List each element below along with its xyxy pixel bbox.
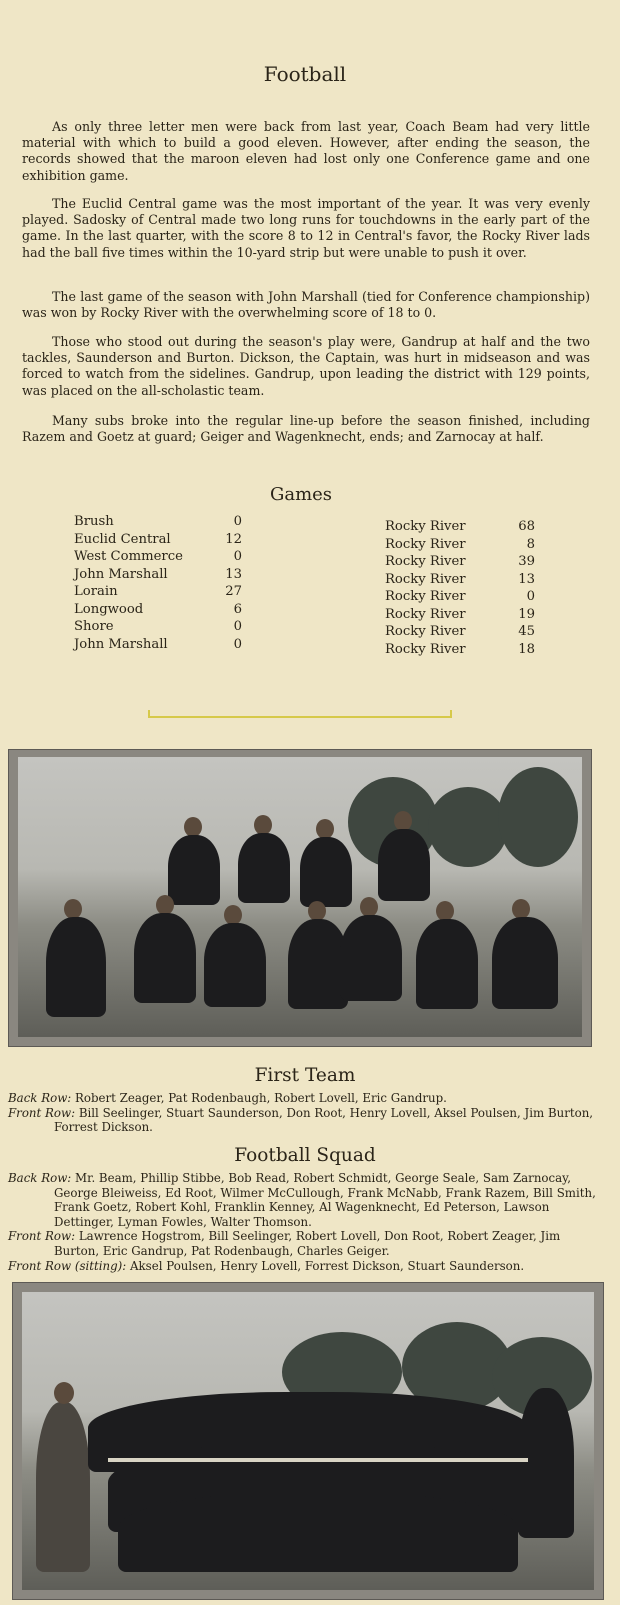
- player-head: [156, 895, 174, 915]
- opponent-name: Lorain: [74, 584, 118, 599]
- game-row: [385, 536, 535, 554]
- squad-back-row: [8, 1171, 606, 1229]
- article-title: Football: [263, 62, 347, 86]
- paragraph-1: As only three letter men were back from last year, Coach Beam had very little material with which to build a good eleven. However, after ending the season, the records showed that the maroon eleven had lost only one Conference game and one exhibition game.: [22, 119, 590, 183]
- team-score: 18: [518, 641, 535, 657]
- player: [204, 923, 266, 1007]
- team-name: Rocky River: [385, 536, 466, 552]
- player-head: [308, 901, 326, 921]
- player: [168, 835, 220, 905]
- opponent-score: 6: [233, 601, 242, 617]
- paragraph-3: The last game of the season with John Marshall (tied for Conference championship) was won by Rocky River with the overwhelming score of 18 to 0.: [22, 289, 590, 321]
- team-name: Rocky River: [385, 606, 466, 622]
- game-row: [74, 636, 242, 654]
- games-title: Games: [269, 484, 333, 505]
- team-name: Rocky River: [385, 589, 466, 604]
- row-names: Bill Seelinger, Stuart Saunderson, Don Root, Henry Lovell, Aksel Poulsen, Jim Burton, Forrest Dickson.: [54, 1105, 594, 1135]
- opponent-name: Euclid Central: [74, 531, 171, 547]
- row-names: Lawrence Hogstrom, Bill Seelinger, Robert Lovell, Don Root, Robert Zeager, Jim Burton, Eric Gandrup, Pat Rodenbaugh, Charles Geiger.: [54, 1229, 561, 1258]
- jersey-stripe: [108, 1458, 528, 1462]
- first-team-caption: [8, 1091, 606, 1135]
- first-team-photo-frame: [8, 749, 592, 1047]
- squad-front-row: [8, 1229, 606, 1258]
- row-label: Front Row:: [8, 1229, 76, 1244]
- opponent-score: 13: [225, 566, 242, 582]
- opponent-name: West Commerce: [74, 549, 183, 564]
- team-name: Rocky River: [385, 519, 466, 534]
- player-head: [64, 899, 82, 919]
- team-score: 19: [518, 606, 535, 622]
- team-score: 68: [518, 519, 535, 534]
- first-team-back-row: [8, 1091, 606, 1106]
- squad-front-row-players: [118, 1492, 518, 1572]
- player-head: [360, 897, 378, 917]
- player: [288, 919, 348, 1009]
- player-head: [184, 817, 202, 837]
- game-row: [385, 588, 535, 606]
- squad-photo-frame: [12, 1282, 604, 1600]
- team-name: Rocky River: [385, 571, 466, 587]
- game-row: [385, 641, 535, 659]
- game-row: [74, 531, 242, 549]
- game-row: [385, 571, 535, 589]
- team-name: Rocky River: [385, 641, 466, 657]
- game-row: [74, 513, 242, 531]
- first-team-heading: First Team: [254, 1065, 356, 1086]
- squad-sitting-row: [8, 1259, 606, 1274]
- row-label: Front Row:: [8, 1105, 76, 1120]
- player-head: [316, 819, 334, 839]
- games-opponents-column: [74, 513, 242, 653]
- opponent-name: John Marshall: [74, 566, 168, 582]
- opponent-name: Brush: [74, 514, 114, 529]
- squad-caption: [8, 1171, 606, 1273]
- game-row: [74, 566, 242, 584]
- opponent-name: Shore: [74, 619, 114, 634]
- player-head: [436, 901, 454, 921]
- game-row: [74, 601, 242, 619]
- team-score: 13: [518, 571, 535, 587]
- row-label: Back Row:: [8, 1091, 72, 1105]
- opponent-score: 0: [233, 514, 242, 529]
- game-row: [385, 623, 535, 641]
- team-score: 0: [526, 589, 535, 604]
- player: [340, 915, 402, 1001]
- paragraph-5: Many subs broke into the regular line-up before the season finished, including Razem and Goetz at guard; Geiger and Wagenknecht, ends; and Zarnocay at half.: [22, 413, 590, 445]
- opponent-name: Longwood: [74, 601, 144, 617]
- coach: [36, 1402, 90, 1572]
- game-row: [74, 618, 242, 636]
- team-name: Rocky River: [385, 554, 466, 569]
- tree: [498, 767, 578, 867]
- player-head: [394, 811, 412, 831]
- coach-head: [54, 1382, 74, 1404]
- player: [238, 833, 290, 903]
- game-row: [74, 548, 242, 566]
- row-names: Robert Zeager, Pat Rodenbaugh, Robert Lovell, Eric Gandrup.: [75, 1091, 447, 1105]
- game-row: [385, 553, 535, 571]
- row-names: Mr. Beam, Phillip Stibbe, Bob Read, Robert Schmidt, George Seale, Sam Zarnocay, George Bleiweiss, Ed Root, Wilmer McCullough, Frank McNabb, Frank Razem, Bill Smith, Frank Goetz, Robert Kohl, Franklin Kenney, Al Wagenknecht, Ed Peterson, Lawson Dettinger, Lyman Fowles, Walter Thomson.: [54, 1171, 596, 1229]
- paragraph-2: The Euclid Central game was the most important of the year. It was very evenly played. Sadosky of Central made two long runs for touchdowns in the early part of the game. In the last quarter, with the score 8 to 12 in Central's favor, the Rocky River lads had the ball five times within the 10-yard strip but were unable to push it over.: [22, 196, 590, 260]
- player-head: [254, 815, 272, 835]
- first-team-photo: [18, 757, 582, 1037]
- paragraph-4: Those who stood out during the season's play were, Gandrup at half and the two tackles, Saunderson and Burton. Dickson, the Captain, was hurt in midseason and was forced to watch from the sidelines. Gandrup, upon leading the district with 129 points, was placed on the all-scholastic team.: [22, 334, 590, 398]
- row-label: Back Row:: [8, 1171, 72, 1185]
- player: [492, 917, 558, 1009]
- first-team-front-row: [8, 1106, 606, 1135]
- tree: [428, 787, 508, 867]
- games-team-column: [385, 518, 535, 658]
- team-name: Rocky River: [385, 624, 466, 639]
- row-names: Aksel Poulsen, Henry Lovell, Forrest Dickson, Stuart Saunderson.: [130, 1258, 525, 1273]
- player: [378, 829, 430, 901]
- player: [416, 919, 478, 1009]
- player: [134, 913, 196, 1003]
- player: [46, 917, 106, 1017]
- squad-photo: [22, 1292, 594, 1590]
- team-score: 39: [518, 554, 535, 569]
- opponent-score: 27: [225, 584, 242, 599]
- team-score: 45: [518, 624, 535, 639]
- opponent-score: 12: [225, 531, 242, 547]
- opponent-score: 0: [233, 636, 242, 652]
- section-divider: [148, 710, 452, 718]
- player-head: [224, 905, 242, 925]
- game-row: [385, 518, 535, 536]
- squad-heading: Football Squad: [234, 1145, 376, 1166]
- row-label: Front Row (sitting):: [8, 1258, 127, 1273]
- opponent-name: John Marshall: [74, 636, 168, 652]
- team-score: 8: [526, 536, 535, 552]
- player: [518, 1388, 574, 1538]
- opponent-score: 0: [233, 549, 242, 564]
- player-head: [512, 899, 530, 919]
- player: [300, 837, 352, 907]
- game-row: [74, 583, 242, 601]
- opponent-score: 0: [233, 619, 242, 634]
- game-row: [385, 606, 535, 624]
